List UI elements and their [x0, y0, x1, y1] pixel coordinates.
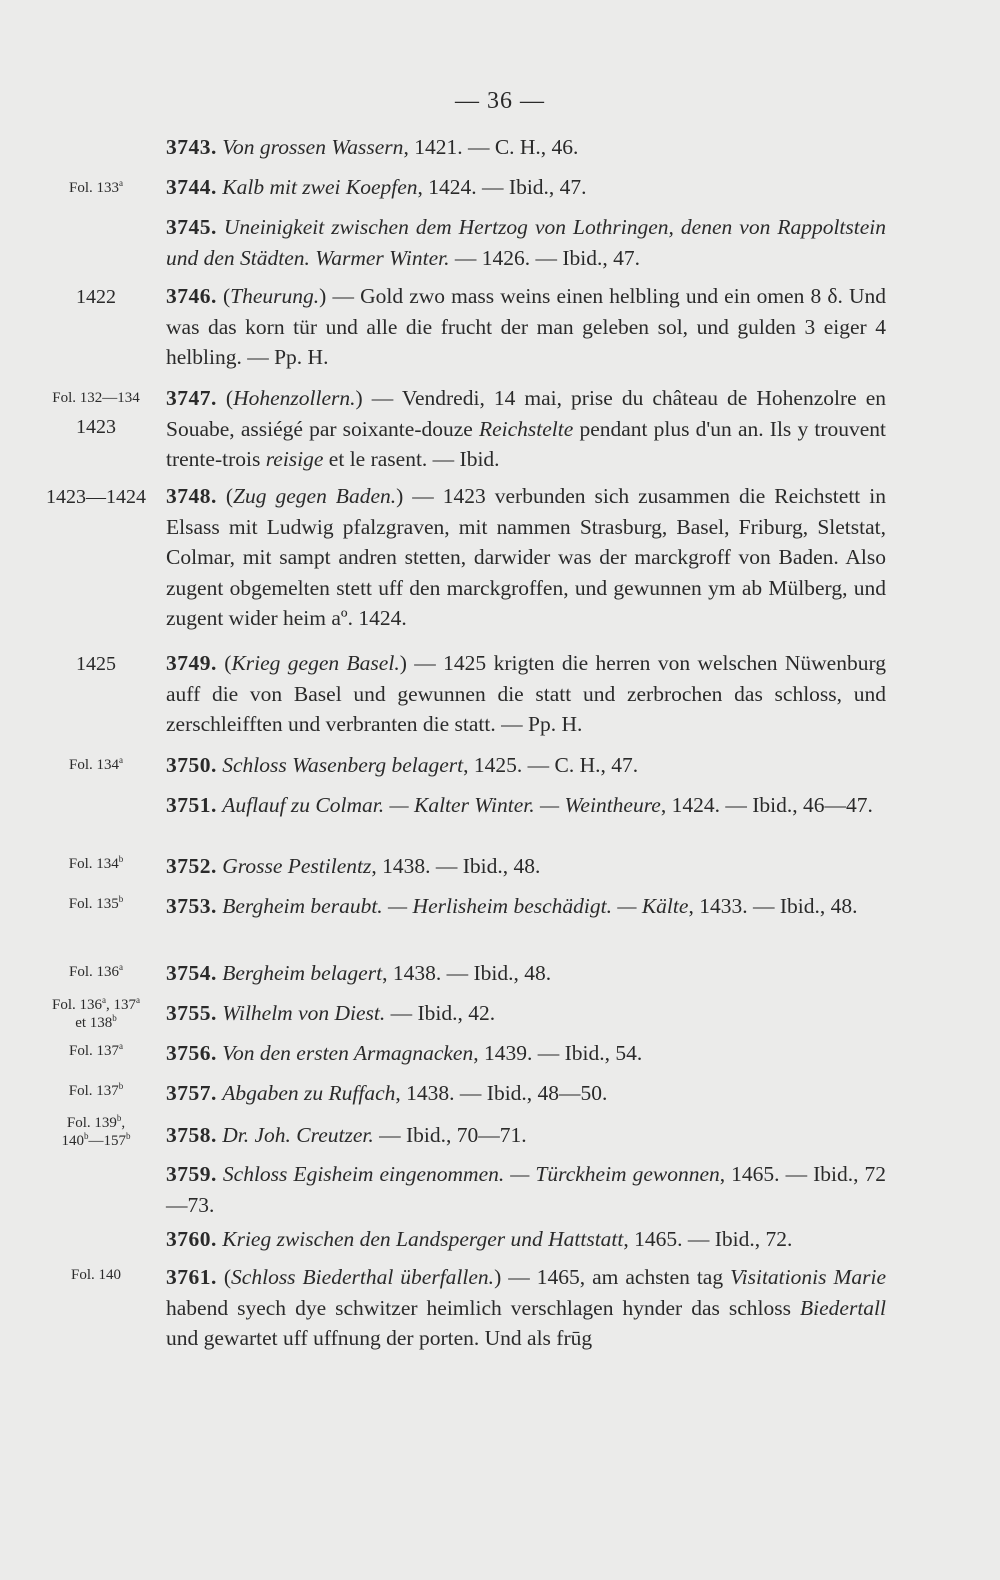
entry-number: 3759. — [166, 1162, 217, 1186]
entry-title: Kalb mit zwei Koepfen — [222, 175, 418, 199]
entry-reference: et le rasent. — Ibid. — [323, 447, 500, 471]
folio-reference: Fol. 132—134 — [52, 390, 140, 406]
entry-title: Bergheim beraubt. — Herlisheim beschädigt. — Kälte — [222, 894, 689, 918]
entry-reference: ) — 1423 verbunden sich zusammen die Reichstett in Elsass mit Ludwig pfalzgraven, mit nammen Strasburg, Basel, Friburg, Sletstat, Colmar, mit sampt andren stetten, darwider was der marckgroff von Baden. Also zugent obgemelten stett uff den marckgroffen, und gewunnen ym ab Mülberg, und zugent wider heim aº. 1424. — [166, 484, 886, 630]
entry-number: 3743. — [166, 135, 217, 159]
entry-title: Uneinigkeit zwischen dem Hertzog von Lothringen, denen von Rappoltstein und den Städten. Warmer Winter. — [166, 215, 887, 270]
entry-body: ) — 1465, am achsten tag — [494, 1265, 731, 1289]
entry-reference: , 1465. — Ibid., 72—73. — [166, 1162, 887, 1217]
folio-reference: Fol. 135$^b$ — [68, 894, 124, 912]
entry-number: 3751. — [166, 793, 217, 817]
entry-reference: — Ibid., 70—71. — [373, 1123, 527, 1147]
entry-number: 3747. — [166, 386, 217, 410]
entry-title: Grosse Pestilentz — [222, 854, 372, 878]
entry-number: 3755. — [166, 1001, 217, 1025]
entry-reference: — 1426. — Ibid., 47. — [449, 245, 640, 270]
entry-reference: , 1424. — Ibid., 47. — [417, 175, 587, 199]
entry-text — [166, 1078, 886, 1109]
entry-reference: , 1439. — Ibid., 54. — [473, 1041, 643, 1065]
entry-reference: , 1465. — Ibid., 72. — [623, 1227, 793, 1251]
entry-title: Schloss Egisheim eingenommen. — Türckheim gewonnen — [222, 1162, 720, 1186]
entry-title: Zug gegen Baden. — [233, 484, 397, 508]
folio-reference: Fol. 134$^a$ — [68, 755, 123, 773]
entry-reference: , 1438. — Ibid., 48. — [382, 961, 552, 985]
entry-text — [166, 891, 886, 922]
entry-title: Schloss Biederthal überfallen. — [231, 1265, 495, 1289]
folio-reference: Fol. 136$^a$ — [68, 962, 123, 980]
entry-number: 3758. — [166, 1123, 217, 1147]
folio-reference: Fol. 133$^a$ — [68, 178, 123, 196]
entry-reference: ) — 1425 krigten die herren von welschen Nüwenburg auff die von Basel und gewunnen die statt und zerbrochen das schloss, und zerschleifften und verbranten die statt. — Pp. H. — [166, 651, 886, 736]
entry-text: 3746. (Theurung.) — Gold zwo mass weins einen helbling und ein omen 8 δ. Und was das korn tür und alle die frucht der man geleben sol, und gulden 3 eiger 4 helbling. — Pp. H. — [166, 284, 886, 369]
page-number: — 36 — — [455, 88, 545, 114]
margin-year: 1425 — [76, 653, 116, 675]
folio-reference: Fol. 134$^b$ — [68, 854, 124, 872]
entry-number: 3746. — [166, 284, 217, 308]
folio-reference: Fol. 140 — [70, 1267, 121, 1283]
entry-title: Von grossen Wassern — [222, 135, 404, 159]
folio-reference: Fol. 137$^b$ — [68, 1081, 124, 1099]
entry-text — [166, 212, 886, 273]
entry-text — [166, 790, 886, 821]
entry-reference: , 1433. — Ibid., 48. — [688, 894, 858, 918]
entry-number: 3752. — [166, 854, 217, 878]
entry-text — [166, 998, 886, 1029]
entry-text — [166, 1159, 886, 1220]
entry-number: 3761. — [166, 1265, 217, 1289]
entry-text: 3749. (Krieg gegen Basel.) — 1425 krigten die herren von welschen Nüwenburg auff die von Basel und gewunnen die statt und zerbrochen das schloss, und zerschleifften und verbranten die statt. — Pp. H. — [166, 651, 886, 736]
entry-number: 3756. — [166, 1041, 217, 1065]
entry-number: 3745. — [166, 215, 217, 239]
entry-title: Dr. Joh. Creutzer. — [222, 1123, 374, 1147]
entry-title: Theurung. — [230, 284, 320, 308]
entry-italic-term: Biedertall — [800, 1295, 886, 1320]
entry-italic-term: Visitationis Marie — [730, 1265, 886, 1289]
entry-title: Von den ersten Armagnacken — [222, 1041, 474, 1065]
entry-number: 3750. — [166, 753, 217, 777]
entry-body: pendant plus d'un an. Ils y trouvent trente-trois — [166, 416, 886, 471]
entry-italic-term: Reichstelte — [478, 416, 574, 441]
entry-title: Hohenzollern. — [233, 386, 356, 410]
entry-text — [166, 132, 886, 163]
entry-body: habend syech dye schwitzer heimlich verschlagen hynder das schloss — [166, 1295, 801, 1320]
entry-number: 3760. — [166, 1227, 217, 1251]
entry-reference: und gewartet uff uffnung der porten. Und als frūg — [166, 1326, 593, 1350]
entry-reference: , 1421. — C. H., 46. — [403, 135, 579, 159]
margin-year: 1423 — [76, 416, 116, 438]
entry-title: Krieg zwischen den Landsperger und Hattstatt — [222, 1227, 624, 1251]
entry-body: ) — Vendredi, 14 mai, prise du château de Hohenzolre en Souabe, assiégé par soixante-douze — [166, 386, 886, 441]
folio-reference: Fol. 137$^a$ — [68, 1041, 123, 1059]
entry-reference: , 1425. — C. H., 47. — [463, 753, 639, 777]
entry-text: 3748. (Zug gegen Baden.) — 1423 verbunden sich zusammen die Reichstett in Elsass mit Ludwig pfalzgraven, mit nammen Strasburg, Basel, Friburg, Sletstat, Colmar, mit sampt andren stetten, darwider was der marckgroff von Baden. Also zugent obgemelten stett uff den marckgroffen, und gewunnen ym ab Mülberg, und zugent wider heim aº. 1424. — [166, 484, 886, 630]
entry-title: Abgaben zu Ruffach — [222, 1081, 396, 1105]
entry-reference: — Ibid., 42. — [385, 1001, 496, 1025]
margin-year: 1423—1424 — [46, 486, 146, 508]
entry-text: 3761. (Schloss Biederthal überfallen.) — 1465, am achsten tag Visitationis Marie habend syech dye schwitzer heimlich verschlagen hynder das schloss Biedertall und gewartet uff uffnung der porten. Und als frūg — [166, 1265, 886, 1350]
folio-reference: Fol. 136$^a$, 137$^a$ et 138$^b$ — [51, 995, 140, 1031]
entry-number: 3757. — [166, 1081, 217, 1105]
entry-text — [166, 1224, 886, 1255]
entry-reference: , 1438. — Ibid., 48. — [371, 854, 541, 878]
entry-number: 3748. — [166, 484, 217, 508]
entry-text — [166, 1038, 886, 1069]
entry-number: 3744. — [166, 175, 217, 199]
entry-reference: , 1424. — Ibid., 46—47. — [660, 793, 873, 817]
entry-reference: ) — Gold zwo mass weins einen helbling und ein omen 8 δ. Und was das korn tür und alle die frucht der man geleben sol, und gulden 3 eiger 4 helbling. — Pp. H. — [166, 284, 886, 369]
margin-year: 1422 — [76, 286, 116, 308]
entry-text — [166, 851, 886, 882]
entry-text: 3747. (Hohenzollern.) — Vendredi, 14 mai, prise du château de Hohenzolre en Souabe, assiégé par soixante-douze Reichstelte pendant plus d'un an. Ils y trouvent trente-trois reisige et le rasent. — Ibid. — [166, 386, 886, 471]
entry-title: Krieg gegen Basel. — [231, 651, 400, 675]
entry-number: 3749. — [166, 651, 217, 675]
entry-text — [166, 1120, 886, 1151]
folio-reference: Fol. 139$^b$, 140$^b$—157$^b$ — [61, 1113, 131, 1149]
entry-title: Bergheim belagert — [222, 961, 383, 985]
entry-number: 3753. — [166, 894, 217, 918]
entry-italic-term: reisige — [265, 447, 324, 471]
entry-text — [166, 750, 886, 781]
entry-number: 3754. — [166, 961, 217, 985]
entry-text — [166, 958, 886, 989]
entry-reference: , 1438. — Ibid., 48—50. — [395, 1081, 608, 1105]
entry-text — [166, 172, 886, 203]
entry-title: Schloss Wasenberg belagert — [222, 753, 464, 777]
entry-title: Wilhelm von Diest. — [222, 1001, 386, 1025]
entry-title: Auflauf zu Colmar. — Kalter Winter. — Weintheure — [222, 793, 661, 817]
